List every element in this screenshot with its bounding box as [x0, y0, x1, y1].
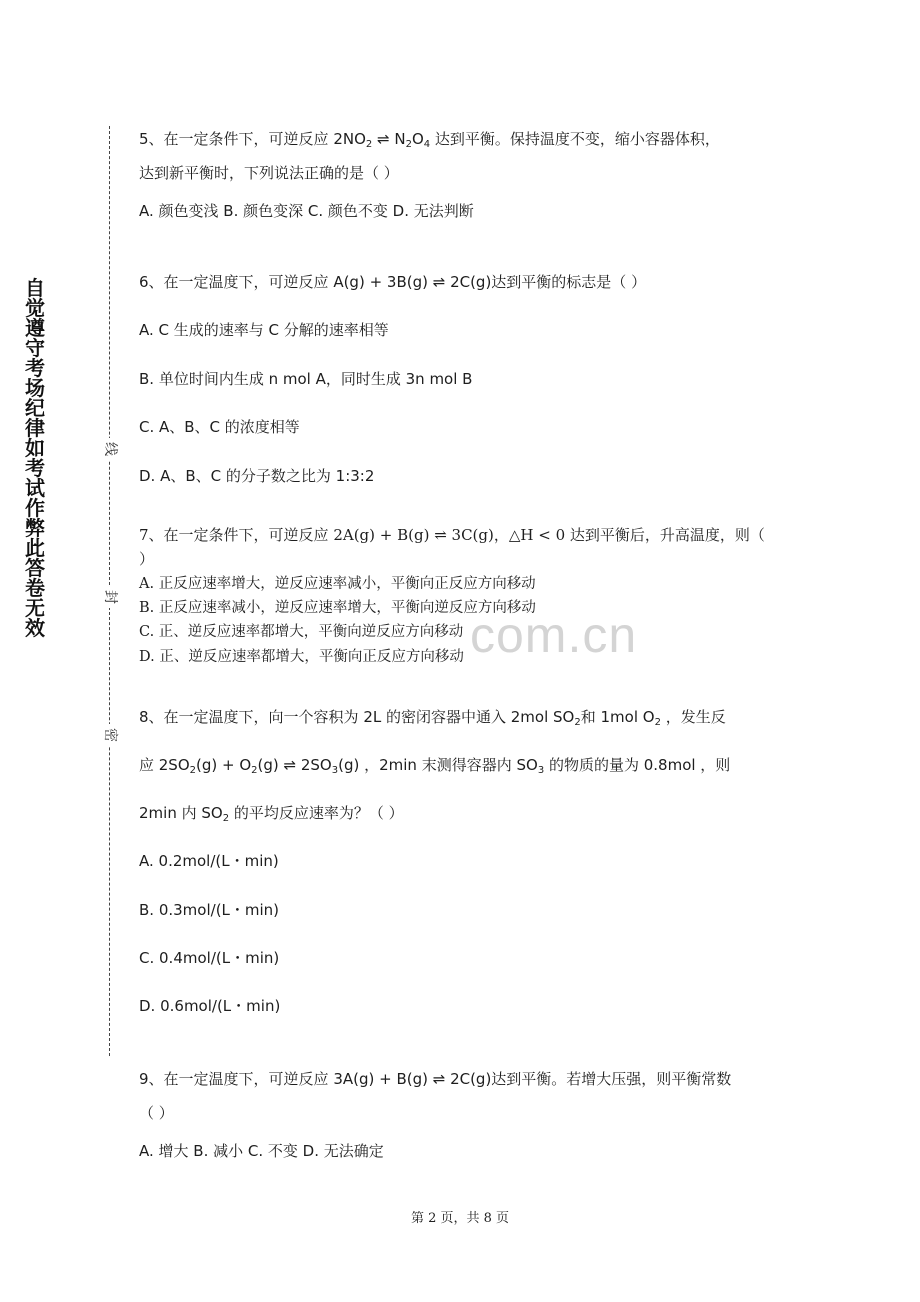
binding-mark-xian: 线 — [100, 438, 120, 460]
q7-option-c: C. 正、逆反应速率都增大，平衡向逆反应方向移动 — [139, 624, 464, 640]
q7-option-d: D. 正、逆反应速率都增大，平衡向正反应方向移动 — [139, 649, 464, 665]
q8-option-a: A. 0.2mol/(L・min) — [139, 852, 279, 870]
q8-option-d: D. 0.6mol/(L・min) — [139, 997, 281, 1015]
q9-stem: 9、在一定温度下，可逆反应 3A(g) + B(g) ⇌ 2C(g)达到平衡。若增大压强，则平衡常数 — [139, 1070, 732, 1088]
q7-stem: 7、在一定条件下，可逆反应 2A(g) + B(g) ⇌ 3C(g)，△H < 0 达到平衡后，升高温度，则（ — [139, 526, 765, 544]
q6-option-a: A. C 生成的速率与 C 分解的速率相等 — [139, 321, 389, 339]
q8-stem-line1: 8、在一定温度下，向一个容积为 2L 的密闭容器中通入 2mol $SO_2$和 1mol $O_2$ ，发生反 — [139, 708, 726, 728]
q5-stem-line1: 5、在一定条件下，可逆反应 $2NO_2$ ⇌ $N_2O_4$ 达到平衡。保持温度不变，缩小容器体积， — [139, 130, 720, 150]
q8-option-c: C. 0.4mol/(L・min) — [139, 949, 280, 967]
q9-stem-cont: （ ） — [139, 1104, 174, 1122]
q8-stem-line2: 应 $2SO_2(g) + O_2(g)$ ⇌ $2SO_3(g)$ ，2min 末测得容器内 $SO_3$ 的物质的量为 0.8mol ，则 — [139, 756, 731, 776]
q6-option-b: B. 单位时间内生成 n mol A，同时生成 3n mol B — [139, 370, 473, 388]
q6-option-c: C. A、B、C 的浓度相等 — [139, 418, 300, 436]
q7-stem-cont: ） — [139, 550, 155, 568]
binding-mark-mi: 密 — [100, 724, 120, 746]
q6-option-d: D. A、B、C 的分子数之比为 1:3:2 — [139, 467, 375, 485]
q5-options: A. 颜色变浅 B. 颜色变深 C. 颜色不变 D. 无法判断 — [139, 202, 474, 220]
q7-option-a: A. 正反应速率增大，逆反应速率减小，平衡向正反应方向移动 — [139, 576, 536, 592]
exam-discipline-warning: 自觉遵守考场纪律如考试作弊此答卷无效 — [25, 276, 45, 640]
q8-stem-line3: 2min 内 $SO_2$ 的平均反应速率为？（ ） — [139, 804, 404, 824]
watermark: com.cn — [470, 607, 638, 663]
q5-stem-line2: 达到新平衡时，下列说法正确的是（ ） — [139, 164, 399, 182]
q7-option-b: B. 正反应速率减小，逆反应速率增大，平衡向逆反应方向移动 — [139, 600, 536, 616]
q6-stem: 6、在一定温度下，可逆反应 A(g) + 3B(g) ⇌ 2C(g)达到平衡的标志是（ ） — [139, 273, 647, 291]
q9-options: A. 增大 B. 减小 C. 不变 D. 无法确定 — [139, 1142, 384, 1160]
q8-option-b: B. 0.3mol/(L・min) — [139, 901, 280, 919]
binding-mark-feng: 封 — [100, 586, 120, 608]
page-footer: 第 2 页，共 8 页 — [410, 1211, 510, 1226]
